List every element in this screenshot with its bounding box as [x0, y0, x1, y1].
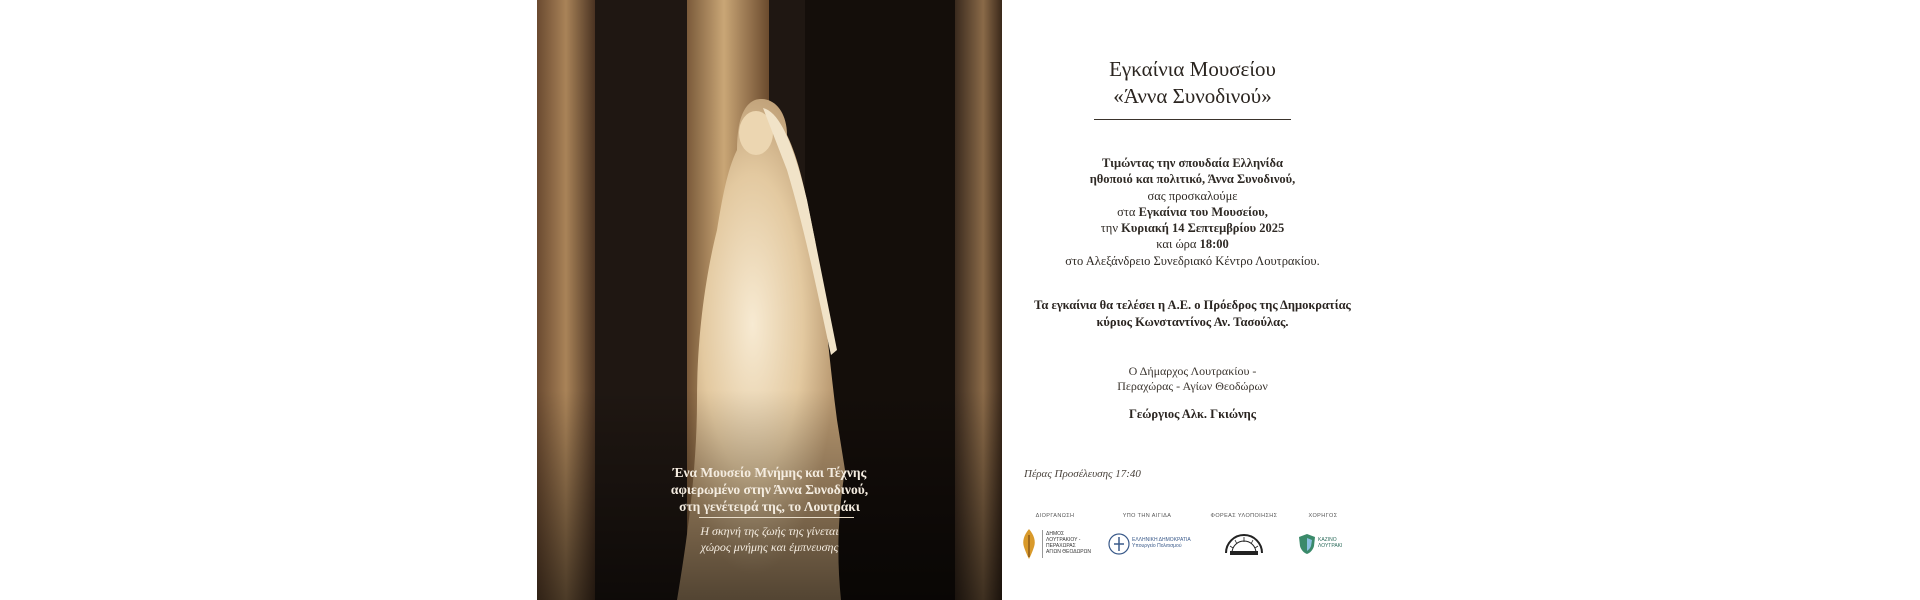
logo-implementer [1199, 513, 1289, 561]
municipality-name: ΔΗΜΟΣ ΛΟΥΤΡΑΚΙΟΥ - ΠΕΡΑΧΩΡΑΣ ΑΓΙΩΝ ΘΕΟΔΩΡΩΝ [1046, 531, 1091, 555]
ceremony-line: Τα εγκαίνια θα τελέσει η Α.Ε. ο Πρόεδρος της Δημοκρατίας [1034, 298, 1351, 312]
event-venue: στο Αλεξάνδρειο Συνεδριακό Κέντρο Λουτρακίου. [1065, 253, 1320, 268]
mayor-name: Γεώργιος Αλκ. Γκιώνης [1128, 407, 1257, 421]
title-line: Εγκαίνια Μουσείου [1109, 57, 1276, 81]
caption-divider [699, 517, 854, 518]
photo-caption-sub [537, 523, 1002, 555]
photo-caption-main [537, 464, 1002, 515]
photo-panel [537, 0, 1002, 600]
caption-line: αφιερωμένο στην Άννα Συνοδινού, [670, 482, 869, 497]
invitation-panel [1002, 0, 1383, 600]
invitation-body [1002, 155, 1383, 269]
arrival-deadline: Πέρας Προσέλευσης 17:40 [1024, 468, 1141, 480]
logo-sponsor [1278, 513, 1368, 561]
caption-line: στη γενέτειρά της, το Λουτράκι [679, 499, 860, 514]
ceremony-line: κύριος Κωνσταντίνος Αν. Τασούλας. [1096, 315, 1289, 329]
caption-line: Ένα Μουσείο Μνήμης και Τέχνης [672, 465, 867, 480]
ceremony-note [1002, 297, 1383, 331]
event-prefix: στα [1117, 204, 1136, 219]
sponsor-name: ΚΑΖΙΝΟ ΛΟΥΤΡΑΚΙ [1318, 537, 1343, 549]
honor-line: Τιμώντας την σπουδαία Ελληνίδα [1102, 156, 1283, 170]
municipality-emblem-icon [1018, 527, 1040, 561]
logo-heading: ΔΙΟΡΓΑΝΩΣΗ [1035, 513, 1075, 519]
time-prefix: και ώρα [1156, 237, 1197, 252]
mayor-title [1002, 364, 1383, 394]
ministry-name: ΕΛΛΗΝΙΚΗ ΔΗΜΟΚΡΑΤΙΑ Υπουργείο Πολιτισμού [1132, 537, 1191, 549]
event-time: 18:00 [1199, 237, 1229, 252]
invitation-title [1002, 56, 1383, 110]
event-date: Κυριακή 14 Σεπτεμβρίου 2025 [1121, 221, 1285, 236]
honor-line: ηθοποιό και πολιτικό, Άννα Συνοδινού, [1089, 172, 1296, 187]
implementer-logo-icon [1222, 529, 1266, 559]
logo-heading: ΦΟΡΕΑΣ ΥΛΟΠΟΙΗΣΗΣ [1210, 513, 1278, 519]
logo-heading: ΥΠΟ ΤΗΝ ΑΙΓΙΔΑ [1122, 513, 1172, 519]
title-divider [1094, 119, 1291, 120]
event-name: Εγκαίνια του Μουσείου, [1138, 204, 1268, 219]
title-line: «Άννα Συνοδινού» [1113, 84, 1272, 108]
logo-auspices [1102, 513, 1192, 561]
logo-organizer [1010, 513, 1100, 561]
mayor-line: Ο Δήμαρχος Λουτρακίου - [1128, 364, 1257, 378]
invite-line: σας προσκαλούμε [1147, 188, 1238, 203]
hellenic-republic-seal-icon [1108, 533, 1130, 555]
sponsor-shield-icon [1298, 533, 1316, 555]
mayor-line: Περαχώρας - Αγίων Θεοδώρων [1117, 379, 1268, 393]
caption-sub-line: χώρος μνήμης και έμπνευσης [700, 540, 839, 554]
caption-sub-line: Η σκηνή της ζωής της γίνεται [700, 524, 839, 538]
logo-heading: ΧΟΡΗΓΟΣ [1308, 513, 1338, 519]
date-prefix: την [1100, 221, 1118, 236]
